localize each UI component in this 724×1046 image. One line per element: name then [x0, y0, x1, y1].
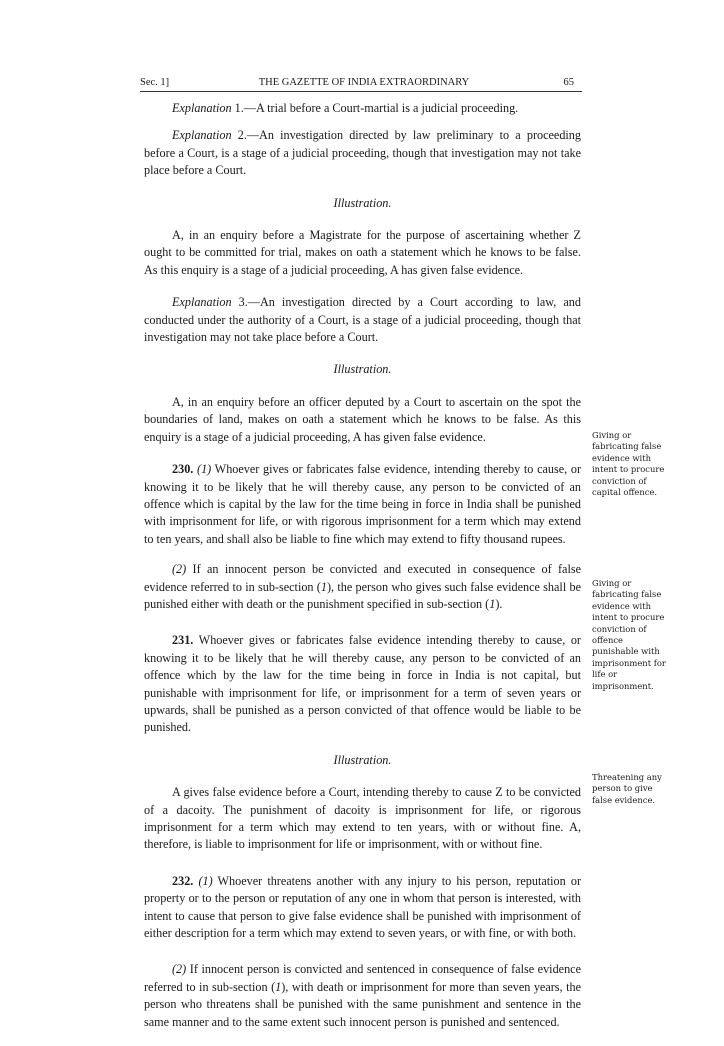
section-232-sub-1: 232. (1) Whoever threatens another with any injury to his person, reputation or property or to the person or reputation of any one in whom that person is interested, with intent to cause that person to give false evidence shall be punished with imprisonment of either description for a term which may extend to seven years, or with fine, or with both.: [144, 873, 582, 941]
explanation-2: Explanation 2.—An investigation directed by law preliminary to a proceeding before a Court, is a stage of a judicial proceeding, though that investigation may not take place before a Court.: [144, 128, 581, 178]
explanation-1: Explanation 1.—A trial before a Court-martial is a judicial proceeding.: [172, 101, 519, 115]
header-page-number: 65: [563, 77, 574, 88]
section-232-sub-2: (2) If innocent person is convicted and sentenced in consequence of false evidence referred to in sub-section (1), with death or imprisonment for more than seven years, the person who threatens shall be punished with the same punishment and sentence in the same manner and to the same extent such innocent person is punished and sentenced.: [144, 962, 582, 1029]
running-header: [140, 75, 588, 91]
section-231-illustration-text: A gives false evidence before a Court, intending thereby to cause Z to be convicted of a dacoity. The punishment of dacoity is imprisonment for life, or rigorous imprisonment for a term which may extend to ten years, with or without fine. A, therefore, is liable to imprisonment for life or imprisonment, with or without fine.: [144, 785, 581, 852]
header-title: THE GAZETTE OF INDIA EXTRAORDINARY: [258, 77, 470, 88]
illustration-heading: Illustration.: [333, 195, 392, 210]
margin-note-231: Giving or fabricating false evidence with intent to procure conviction of offence punishable with imprisonment for life or imprisonment.: [592, 578, 666, 691]
section-230-sub-2: (2) If an innocent person be convicted and executed in consequence of false evidence referred to in sub-section (1), the person who gives such false evidence shall be punished either with death or the punishment specified in sub-section (1).: [144, 562, 582, 611]
margin-note-232: Threatening any person to give false evidence.: [592, 772, 662, 805]
section-230-sub-1: 230. (1) Whoever gives or fabricates false evidence, intending thereby to cause, or knowing it to be likely that he will thereby cause, any person to be convicted of an offence which is capital by the law for the time being in force in India shall be punished with imprisonment for life, or with rigorous imprisonment for a term which may extend to ten years, and shall also be liable to fine which may extend to fifty thousand rupees.: [144, 462, 582, 546]
section-231: 231. Whoever gives or fabricates false evidence intending thereby to cause, or knowing it to be likely that he will thereby cause, any person to be convicted of an offence which by the law for the time being in force in India is not capital, but punishable with imprisonment for life, or imprisonment for a term of seven years or upwards, shall be punished as a person convicted of that offence would be liable to be punished.: [144, 633, 581, 735]
header-section: Sec. 1]: [140, 77, 170, 88]
document-body: [144, 100, 581, 1046]
illustration-heading: Illustration.: [333, 362, 392, 377]
illustration-heading: Illustration.: [333, 752, 392, 767]
header-rule: [140, 91, 582, 92]
illustration-2-text: A, in an enquiry before an officer deputed by a Court to ascertain on the spot the boundaries of land, makes on oath a statement which he knows to be false. As this enquiry is a stage of a judicial proceeding, A has given false evidence.: [144, 394, 581, 444]
margin-note-230: Giving or fabricating false evidence with intent to procure conviction of capital offence.: [592, 430, 665, 498]
illustration-1-text: A, in an enquiry before a Magistrate for the purpose of ascertaining whether Z ought to be committed for trial, makes on oath a statement which he knows to be false. As this enquiry is a stage of a judicial proceeding, A has given false evidence.: [144, 228, 581, 277]
explanation-3: Explanation 3.—An investigation directed by a Court according to law, and conducted under the authority of a Court, is a stage of a judicial proceeding, though that investigation may not take place before a Court.: [144, 295, 581, 345]
